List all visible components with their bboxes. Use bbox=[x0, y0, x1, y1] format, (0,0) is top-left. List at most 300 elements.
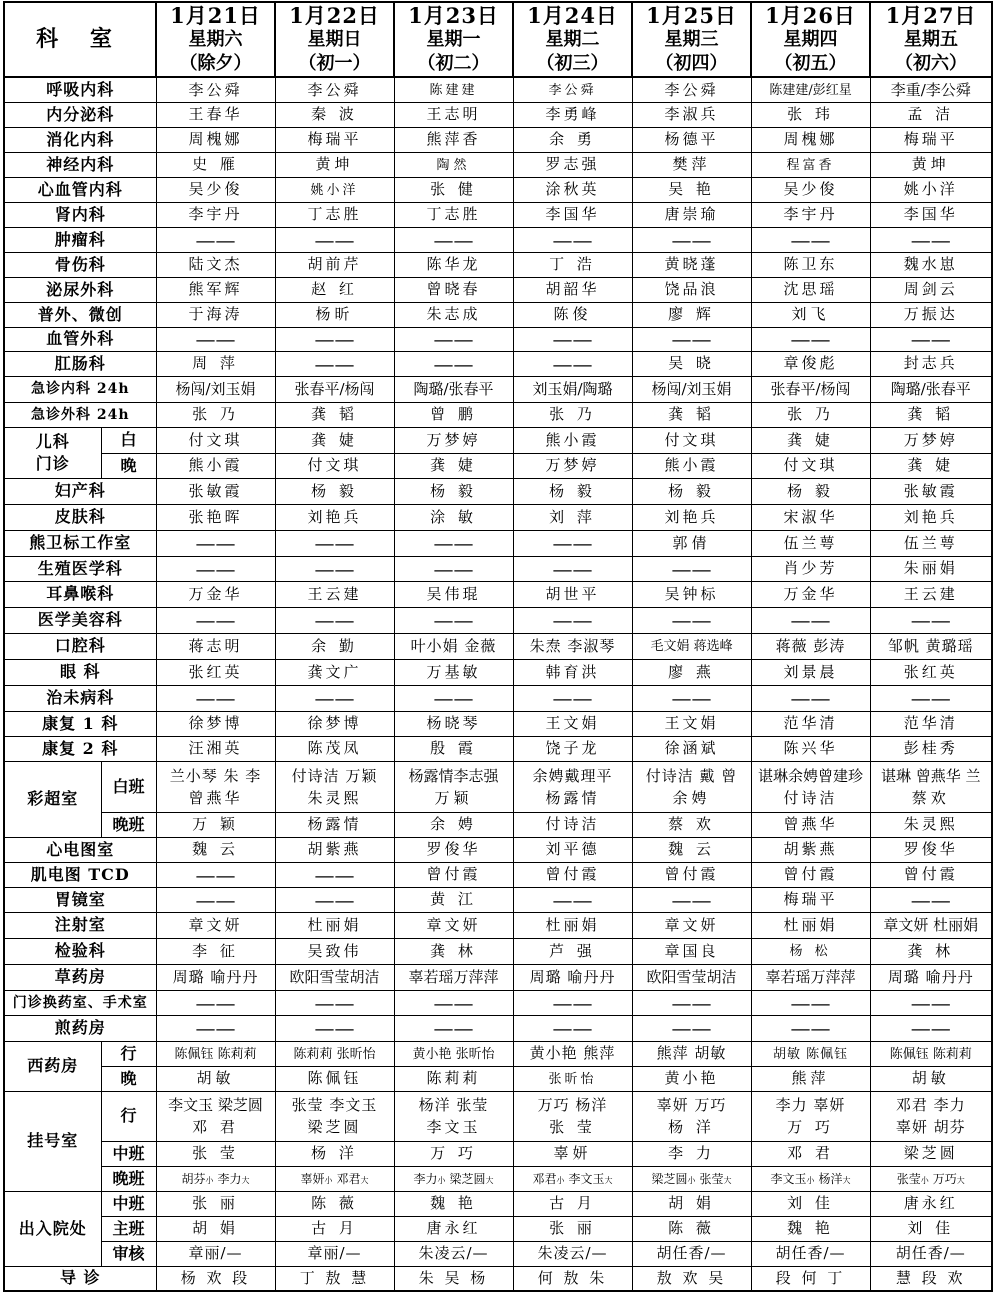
staff-names: —— bbox=[671, 887, 712, 912]
roster-row bbox=[4, 351, 992, 376]
duty-cell bbox=[394, 1166, 513, 1191]
staff-entry bbox=[182, 1170, 214, 1187]
dept-label bbox=[4, 938, 156, 964]
staff-names: 黄小艳 熊萍 bbox=[529, 1044, 616, 1063]
duty-cell bbox=[870, 77, 992, 102]
staff-line: 辜妍 胡芬 bbox=[895, 1118, 966, 1136]
duty-cell bbox=[156, 1241, 275, 1266]
shift-label: 主班 bbox=[101, 1216, 156, 1241]
staff-names: 汪湘英 bbox=[188, 739, 243, 758]
dept-name: 普外、微创 bbox=[37, 304, 123, 324]
staff-names: 张 健 bbox=[430, 180, 477, 199]
dept-name: 儿科 bbox=[35, 431, 70, 451]
duty-cell bbox=[394, 427, 513, 453]
duty-cell bbox=[275, 659, 394, 685]
duty-cell bbox=[870, 402, 992, 427]
duty-cell bbox=[632, 277, 751, 302]
staff-names: 曾付霞 bbox=[545, 865, 600, 884]
staff-names: 刘艳兵 bbox=[664, 507, 719, 526]
staff-line: 杨露情 bbox=[545, 788, 600, 807]
staff-line: 杨洋 张莹 bbox=[418, 1096, 489, 1114]
staff-entry bbox=[337, 1170, 369, 1187]
staff-names: 姚小洋 bbox=[310, 182, 359, 198]
duty-cell bbox=[513, 1241, 632, 1266]
duty-cell bbox=[394, 964, 513, 990]
roster-row bbox=[4, 887, 992, 912]
staff-names: 杨 毅 bbox=[668, 481, 715, 500]
duty-cell bbox=[751, 1216, 870, 1241]
dept-name: 心血管内科 bbox=[37, 179, 123, 199]
staff-names: 熊小霞 bbox=[664, 456, 719, 475]
duty-cell bbox=[513, 887, 632, 912]
duty-cell bbox=[156, 1015, 275, 1041]
duty-cell bbox=[275, 427, 394, 453]
staff-names: 刘艳兵 bbox=[307, 507, 362, 526]
duty-cell bbox=[394, 633, 513, 659]
dept-label bbox=[4, 102, 156, 127]
duty-cell bbox=[632, 887, 751, 912]
duty-cell bbox=[156, 659, 275, 685]
duty-cell bbox=[632, 1015, 751, 1041]
staff-names: 龚 婕 bbox=[907, 456, 955, 475]
staff-names: 周 萍 bbox=[192, 354, 239, 373]
staff-names: 徐梦博 bbox=[307, 714, 362, 733]
staff-names: 朱 吴 杨 bbox=[418, 1269, 489, 1287]
duty-cell bbox=[275, 102, 394, 127]
staff-names: 杨 欢 段 bbox=[180, 1269, 251, 1287]
duty-cell bbox=[275, 402, 394, 427]
duty-cell bbox=[870, 152, 992, 177]
staff-names: —— bbox=[552, 686, 593, 710]
date: 1月26日 bbox=[765, 2, 856, 28]
staff-line: 谌琳 曾燕华 兰 bbox=[880, 766, 981, 785]
staff-names: —— bbox=[910, 227, 951, 252]
staff-names: 周剑云 bbox=[903, 280, 958, 299]
staff-names: 万 颖 bbox=[192, 815, 239, 834]
dept-label bbox=[4, 1266, 156, 1291]
staff-names: 胡任香/— bbox=[775, 1244, 846, 1263]
duty-cell bbox=[513, 427, 632, 453]
duty-cell bbox=[156, 1166, 275, 1191]
duty-cell bbox=[394, 862, 513, 887]
staff-names: 饶子龙 bbox=[545, 739, 600, 758]
staff-names: 龚 韬 bbox=[311, 405, 358, 424]
duty-cell bbox=[275, 736, 394, 761]
duty-cell bbox=[513, 77, 632, 102]
staff-names: 余 勤 bbox=[311, 636, 358, 655]
duty-cell bbox=[870, 127, 992, 152]
duty-cell bbox=[156, 938, 275, 964]
duty-cell bbox=[394, 376, 513, 402]
staff-names: 吴 晓 bbox=[668, 354, 715, 373]
staff-names: 万金华 bbox=[783, 584, 838, 603]
staff-names: 杨晓琴 bbox=[426, 714, 481, 733]
roster-row bbox=[4, 77, 992, 102]
duty-cell bbox=[632, 812, 751, 837]
staff-names: —— bbox=[910, 887, 951, 912]
shift-size-tag: 小 bbox=[556, 1176, 565, 1186]
staff-names: —— bbox=[195, 327, 236, 351]
duty-cell bbox=[156, 736, 275, 761]
staff-names: 熊萍 bbox=[791, 1069, 830, 1088]
duty-cell bbox=[751, 1066, 870, 1091]
roster-row bbox=[4, 761, 992, 812]
staff-entry bbox=[450, 1170, 494, 1187]
duty-cell bbox=[751, 376, 870, 402]
duty-cell bbox=[632, 252, 751, 277]
dept-label bbox=[4, 761, 101, 837]
staff-names: 蔡 欢 bbox=[668, 815, 715, 834]
duty-cell bbox=[156, 1141, 275, 1166]
roster-row bbox=[4, 711, 992, 736]
duty-cell bbox=[275, 912, 394, 938]
duty-cell bbox=[275, 761, 394, 812]
staff-names: 杨闯/刘玉娟 bbox=[651, 379, 732, 398]
duty-cell bbox=[751, 1266, 870, 1291]
staff-names: —— bbox=[433, 351, 474, 376]
duty-cell bbox=[632, 376, 751, 402]
staff-names: 芦 强 bbox=[549, 941, 596, 960]
staff-line: 朱灵熙 bbox=[307, 788, 362, 807]
staff-names: 陈建建 bbox=[429, 83, 478, 99]
staff-names: —— bbox=[790, 686, 831, 710]
roster-body bbox=[4, 77, 992, 1291]
duty-cell bbox=[394, 504, 513, 530]
roster-row bbox=[4, 302, 992, 327]
staff-names: 朱丽娟 bbox=[903, 559, 958, 578]
staff-names: 张敏霞 bbox=[903, 481, 958, 500]
staff-names: 韩育洪 bbox=[545, 662, 600, 681]
duty-cell bbox=[513, 227, 632, 252]
duty-cell bbox=[156, 1066, 275, 1091]
duty-cell bbox=[275, 302, 394, 327]
duty-cell bbox=[751, 530, 870, 556]
duty-cell bbox=[394, 1216, 513, 1241]
duty-cell bbox=[394, 277, 513, 302]
duty-cell bbox=[394, 607, 513, 633]
duty-cell bbox=[632, 1266, 751, 1291]
staff-entry bbox=[569, 1170, 613, 1187]
duty-cell bbox=[870, 812, 992, 837]
staff-names: 余 勇 bbox=[549, 130, 596, 149]
staff-names: 章俊彪 bbox=[783, 354, 838, 373]
duty-cell bbox=[751, 202, 870, 227]
staff-names: 陈 薇 bbox=[668, 1219, 715, 1238]
staff-names: —— bbox=[195, 862, 236, 887]
shift-label: 审核 bbox=[101, 1241, 156, 1266]
staff-names: —— bbox=[314, 686, 355, 710]
staff-names: 梁芝圆 bbox=[903, 1144, 958, 1163]
staff-names: 张红英 bbox=[188, 662, 243, 681]
duty-cell bbox=[156, 685, 275, 711]
staff-names: 廖 燕 bbox=[668, 662, 715, 681]
dept-name: 骨伤科 bbox=[54, 254, 106, 274]
duty-cell bbox=[394, 478, 513, 504]
staff-names: 徐涵斌 bbox=[664, 739, 719, 758]
duty-cell bbox=[394, 1091, 513, 1141]
shift-size-tag: 小 bbox=[324, 1176, 333, 1186]
duty-cell bbox=[156, 862, 275, 887]
duty-cell bbox=[870, 938, 992, 964]
day-header bbox=[275, 2, 394, 77]
roster-row bbox=[4, 990, 992, 1015]
duty-cell bbox=[632, 402, 751, 427]
duty-cell bbox=[394, 556, 513, 581]
staff-names: 黄晓蓬 bbox=[664, 255, 719, 274]
dept-name: 康复 1 科 bbox=[42, 713, 119, 733]
duty-cell bbox=[751, 453, 870, 478]
staff-name: 梁芝圆 bbox=[651, 1172, 688, 1187]
duty-cell bbox=[870, 761, 992, 812]
duty-cell bbox=[870, 633, 992, 659]
roster-row bbox=[4, 1066, 992, 1091]
duty-cell bbox=[632, 152, 751, 177]
dept-name: 门诊 bbox=[35, 453, 70, 473]
staff-names: 刘玉娟/陶璐 bbox=[532, 379, 613, 398]
dept-label bbox=[4, 77, 156, 102]
staff-names: 宋淑华 bbox=[783, 507, 838, 526]
duty-cell bbox=[751, 990, 870, 1015]
duty-cell bbox=[513, 1141, 632, 1166]
staff-names: 陆文杰 bbox=[188, 255, 243, 274]
duty-cell bbox=[156, 633, 275, 659]
duty-cell bbox=[632, 685, 751, 711]
staff-names: —— bbox=[314, 531, 355, 555]
lunar-date: （初二） bbox=[417, 52, 490, 74]
roster-row bbox=[4, 530, 992, 556]
staff-names: 辜妍 bbox=[553, 1144, 592, 1163]
duty-cell bbox=[870, 177, 992, 202]
staff-names: 范华清 bbox=[783, 714, 838, 733]
duty-cell bbox=[632, 530, 751, 556]
staff-names: —— bbox=[910, 608, 951, 632]
duty-cell bbox=[156, 812, 275, 837]
duty-cell bbox=[751, 351, 870, 376]
staff-names: —— bbox=[910, 327, 951, 351]
duty-cell bbox=[870, 837, 992, 862]
staff-names: 胡 娟 bbox=[192, 1219, 239, 1238]
staff-names: 李公舜 bbox=[307, 80, 362, 99]
duty-cell bbox=[156, 530, 275, 556]
staff-names: —— bbox=[790, 227, 831, 252]
duty-cell bbox=[275, 227, 394, 252]
staff-names: 陈 薇 bbox=[311, 1194, 358, 1213]
dept-name: 注射室 bbox=[54, 915, 106, 934]
duty-cell bbox=[513, 152, 632, 177]
duty-cell bbox=[632, 1091, 751, 1141]
staff-entry bbox=[700, 1170, 732, 1187]
shift-label: 行 bbox=[101, 1091, 156, 1141]
roster-row bbox=[4, 607, 992, 633]
staff-names: —— bbox=[790, 1016, 831, 1040]
staff-line: 付诗洁 bbox=[783, 788, 838, 807]
duty-cell bbox=[513, 402, 632, 427]
staff-names: —— bbox=[433, 327, 474, 351]
roster-row bbox=[4, 376, 992, 402]
staff-names: 陈莉莉 张昕怡 bbox=[293, 1046, 376, 1062]
duty-cell bbox=[751, 277, 870, 302]
staff-names: 于海涛 bbox=[188, 305, 243, 324]
duty-cell bbox=[870, 252, 992, 277]
dept-label bbox=[4, 837, 156, 862]
staff-names: 古 月 bbox=[549, 1194, 596, 1213]
duty-cell bbox=[275, 252, 394, 277]
staff-names: 陈兴华 bbox=[783, 739, 838, 758]
staff-line: 付诗洁 戴 曾 bbox=[645, 766, 738, 785]
staff-names: 李公舜 bbox=[664, 80, 719, 99]
duty-cell bbox=[394, 1266, 513, 1291]
staff-names: 廖 辉 bbox=[668, 305, 715, 324]
duty-cell bbox=[751, 127, 870, 152]
duty-cell bbox=[156, 427, 275, 453]
duty-cell bbox=[513, 1066, 632, 1091]
duty-cell bbox=[394, 453, 513, 478]
shift-label: 晚班 bbox=[101, 1166, 156, 1191]
duty-cell bbox=[275, 1216, 394, 1241]
weekday: 星期三 bbox=[664, 28, 719, 50]
duty-cell bbox=[513, 478, 632, 504]
staff-names: 刘景晨 bbox=[783, 662, 838, 681]
roster-row bbox=[4, 862, 992, 887]
staff-names: —— bbox=[671, 556, 712, 581]
duty-cell bbox=[394, 302, 513, 327]
staff-names: 邹帆 黄璐瑶 bbox=[887, 636, 974, 655]
duty-cell bbox=[275, 453, 394, 478]
duty-cell bbox=[632, 77, 751, 102]
staff-names: —— bbox=[671, 686, 712, 710]
duty-cell bbox=[394, 351, 513, 376]
staff-names: 辜若瑶万萍萍 bbox=[408, 967, 499, 986]
duty-cell bbox=[394, 327, 513, 351]
staff-names: 杜丽娟 bbox=[307, 915, 362, 934]
staff-names: 刘 佳 bbox=[787, 1194, 834, 1213]
duty-cell bbox=[632, 556, 751, 581]
staff-names: —— bbox=[552, 531, 593, 555]
shift-label: 中班 bbox=[101, 1191, 156, 1216]
duty-cell bbox=[156, 964, 275, 990]
roster-row bbox=[4, 1141, 992, 1166]
duty-cell bbox=[632, 127, 751, 152]
duty-cell bbox=[513, 736, 632, 761]
duty-cell bbox=[632, 1241, 751, 1266]
staff-names: —— bbox=[910, 1016, 951, 1040]
staff-line: 邓君 李力 bbox=[895, 1096, 966, 1114]
duty-cell bbox=[513, 1191, 632, 1216]
duty-cell bbox=[632, 990, 751, 1015]
duty-cell bbox=[394, 402, 513, 427]
duty-cell bbox=[513, 277, 632, 302]
duty-cell bbox=[394, 227, 513, 252]
duty-cell bbox=[394, 685, 513, 711]
duty-cell bbox=[513, 327, 632, 351]
staff-names: —— bbox=[195, 990, 236, 1015]
staff-names: —— bbox=[552, 351, 593, 376]
staff-names: 陈俊 bbox=[553, 305, 592, 324]
duty-cell bbox=[275, 77, 394, 102]
staff-names: 李国华 bbox=[903, 205, 958, 224]
roster-row bbox=[4, 427, 992, 453]
duty-cell bbox=[751, 581, 870, 607]
staff-names: —— bbox=[910, 686, 951, 710]
duty-cell bbox=[632, 964, 751, 990]
staff-names: 罗俊华 bbox=[903, 840, 958, 859]
staff-names: 唐永红 bbox=[903, 1194, 958, 1213]
dept-name: 肌电图 TCD bbox=[30, 864, 130, 884]
duty-cell bbox=[513, 302, 632, 327]
duty-cell bbox=[751, 556, 870, 581]
duty-cell bbox=[156, 376, 275, 402]
staff-names: 杨 洋 bbox=[311, 1144, 358, 1163]
staff-names: 李淑兵 bbox=[664, 105, 719, 124]
staff-names: 万梦婷 bbox=[426, 430, 481, 449]
shift-label: 中班 bbox=[101, 1141, 156, 1166]
staff-line: 余娉戴理平 bbox=[532, 766, 613, 785]
date: 1月22日 bbox=[289, 2, 380, 28]
duty-cell bbox=[632, 504, 751, 530]
staff-names: 曾 鹏 bbox=[430, 405, 477, 424]
dept-label bbox=[4, 1041, 101, 1091]
staff-names: 罗志强 bbox=[545, 155, 600, 174]
staff-names: 吴少俊 bbox=[783, 180, 838, 199]
staff-names: —— bbox=[195, 227, 236, 252]
duty-cell bbox=[870, 504, 992, 530]
staff-names: —— bbox=[790, 990, 831, 1015]
duty-cell bbox=[275, 127, 394, 152]
staff-names: 李公舜 bbox=[188, 80, 243, 99]
staff-names: 徐梦博 bbox=[188, 714, 243, 733]
duty-cell bbox=[632, 1216, 751, 1241]
staff-line: 张 莹 bbox=[549, 1118, 596, 1136]
staff-names: —— bbox=[314, 327, 355, 351]
staff-names: 刘艳兵 bbox=[903, 507, 958, 526]
staff-names: 黄 江 bbox=[430, 890, 477, 909]
staff-names: —— bbox=[552, 327, 593, 351]
staff-names: 李公舜 bbox=[548, 83, 597, 99]
staff-names: 伍兰萼 bbox=[783, 533, 838, 552]
dept-name: 急诊外科 24h bbox=[30, 406, 130, 423]
staff-names: 李勇峰 bbox=[545, 105, 600, 124]
staff-names: 曾付霞 bbox=[426, 865, 481, 884]
dept-label bbox=[4, 912, 156, 938]
duty-cell bbox=[275, 1241, 394, 1266]
duty-cell bbox=[394, 102, 513, 127]
date: 1月27日 bbox=[885, 2, 977, 28]
staff-line: 邓 君 bbox=[192, 1118, 239, 1136]
staff-names: 张 丽 bbox=[549, 1219, 596, 1238]
duty-cell bbox=[275, 1091, 394, 1141]
dept-label bbox=[4, 964, 156, 990]
duty-cell bbox=[870, 659, 992, 685]
weekday: 星期五 bbox=[904, 28, 959, 50]
staff-names: 丁志胜 bbox=[426, 205, 481, 224]
duty-cell bbox=[513, 127, 632, 152]
staff-names: 章文妍 bbox=[426, 915, 481, 934]
shift-label: 晚班 bbox=[101, 812, 156, 837]
duty-cell bbox=[275, 478, 394, 504]
roster-row bbox=[4, 277, 992, 302]
staff-names: 吴 艳 bbox=[668, 180, 715, 199]
staff-names: 肖少芳 bbox=[783, 559, 838, 578]
duty-cell bbox=[394, 530, 513, 556]
staff-names: —— bbox=[671, 608, 712, 632]
duty-cell bbox=[870, 862, 992, 887]
staff-names: —— bbox=[314, 351, 355, 376]
staff-names: 丁 浩 bbox=[549, 255, 596, 274]
duty-cell bbox=[632, 938, 751, 964]
staff-name: 李力 bbox=[413, 1172, 438, 1187]
staff-names: 樊萍 bbox=[672, 155, 711, 174]
staff-line: 曾燕华 bbox=[188, 788, 243, 807]
